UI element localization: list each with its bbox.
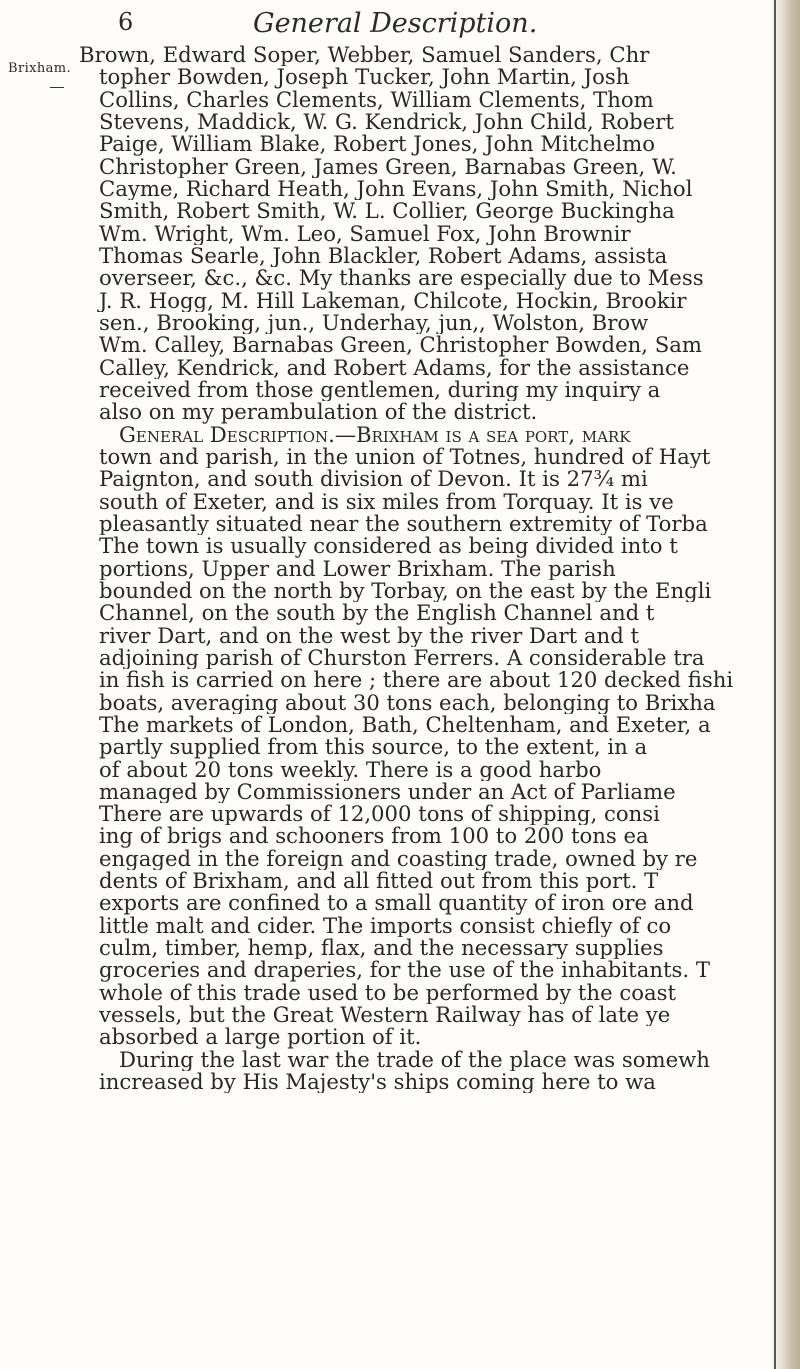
text-line: The markets of London, Bath, Cheltenham, and Exeter, a xyxy=(99,713,711,737)
text-line: Smith, Robert Smith, W. L. Collier, George Buckingha xyxy=(99,200,675,223)
text-line: Stevens, Maddick, W. G. Kendrick, John Child, Robert xyxy=(99,110,674,134)
text-line: engaged in the foreign and coasting trade, owned by re xyxy=(99,847,698,871)
text-line: Wm. Calley, Barnabas Green, Christopher Bowden, Sam xyxy=(99,334,702,357)
text-line: south of Exeter, and is six miles from Torquay. It is ve xyxy=(99,490,674,513)
text-line: culm, timber, hemp, flax, and the necessary supplies xyxy=(99,937,664,960)
text-line: General Description.—Brixham is a sea port, mark xyxy=(119,423,631,446)
running-head: General Description. xyxy=(253,8,538,39)
section-heading-line xyxy=(79,424,799,446)
text-line: pleasantly situated near the southern extremity of Torba xyxy=(99,512,708,536)
text-line: Paignton, and south division of Devon. It is 27¾ mi xyxy=(99,468,648,491)
text-line: Paige, William Blake, Robert Jones, John Mitchelmo xyxy=(99,133,655,156)
text-line: Cayme, Richard Heath, John Evans, John Smith, Nichol xyxy=(99,177,693,201)
text-line: boats, averaging about 30 tons each, belonging to Brixha xyxy=(99,691,716,714)
text-line: bounded on the north by Torbay, on the east by the Engli xyxy=(99,579,712,603)
page-edge xyxy=(774,0,776,1369)
text-line: groceries and draperies, for the use of the inhabitants. T xyxy=(99,959,710,982)
text-line: ing of brigs and schooners from 100 to 200 tons ea xyxy=(99,825,649,848)
text-line: overseer, &c., &c. My thanks are especially due to Mess xyxy=(99,267,704,290)
text-line: increased by His Majesty's ships coming here to wa xyxy=(99,1071,656,1094)
margin-dash xyxy=(50,87,64,88)
text-line: absorbed a large portion of it. xyxy=(99,1026,422,1049)
text-line: received from those gentlemen, during my inquiry a xyxy=(99,378,661,402)
text-line: whole of this trade used to be performed by the coast xyxy=(99,981,676,1005)
text-line: Channel, on the south by the English Channel and t xyxy=(99,602,655,625)
text-line: topher Bowden, Joseph Tucker, John Martin, Josh xyxy=(99,66,630,89)
text-line: little malt and cider. The imports consist chiefly of co xyxy=(99,914,672,938)
text-line: Collins, Charles Clements, William Clements, Thom xyxy=(99,88,654,111)
text-line: also on my perambulation of the district. xyxy=(99,401,538,424)
body-text xyxy=(79,44,799,1093)
text-line: exports are confined to a small quantity of iron ore and xyxy=(99,892,694,915)
text-line: adjoining parish of Churston Ferrers. A considerable tra xyxy=(99,646,705,670)
page-number: 6 xyxy=(118,8,134,36)
text-line: river Dart, and on the west by the river Dart and t xyxy=(99,624,640,647)
text-line: portions, Upper and Lower Brixham. The parish xyxy=(99,557,616,580)
text-line: Wm. Wright, Wm. Leo, Samuel Fox, John Brownir xyxy=(99,222,631,245)
text-line: The town is usually considered as being divided into t xyxy=(99,535,678,558)
text-line: sen., Brooking, jun., Underhay, jun,, Wolston, Brow xyxy=(99,311,649,335)
text-line: managed by Commissioners under an Act of Parliame xyxy=(99,780,676,804)
text-line: During the last war the trade of the place was somewh xyxy=(119,1048,710,1072)
text-line: dents of Brixham, and all fitted out from this port. T xyxy=(99,870,659,893)
text-line: vessels, but the Great Western Railway has of late ye xyxy=(99,1004,671,1027)
text-line: Calley, Kendrick, and Robert Adams, for the assistance xyxy=(99,356,690,379)
text-line: of about 20 tons weekly. There is a good harbo xyxy=(99,758,602,781)
text-line: Christopher Green, James Green, Barnabas Green, W. xyxy=(99,155,677,178)
text-line: There are upwards of 12,000 tons of shipping, consi xyxy=(99,803,660,826)
text-line: in fish is carried on here ; there are about 120 decked fishi xyxy=(99,669,734,692)
text-line: Brown, Edward Soper, Webber, Samuel Sanders, Chr xyxy=(79,44,650,67)
text-line: town and parish, in the union of Totnes, hundred of Hayt xyxy=(99,445,711,469)
margin-label: Brixham. xyxy=(8,61,72,76)
text-line: partly supplied from this source, to the extent, in a xyxy=(99,736,648,759)
text-line: Thomas Searle, John Blackler, Robert Adams, assista xyxy=(99,244,668,268)
text-line: J. R. Hogg, M. Hill Lakeman, Chilcote, Hockin, Brookir xyxy=(99,289,687,312)
